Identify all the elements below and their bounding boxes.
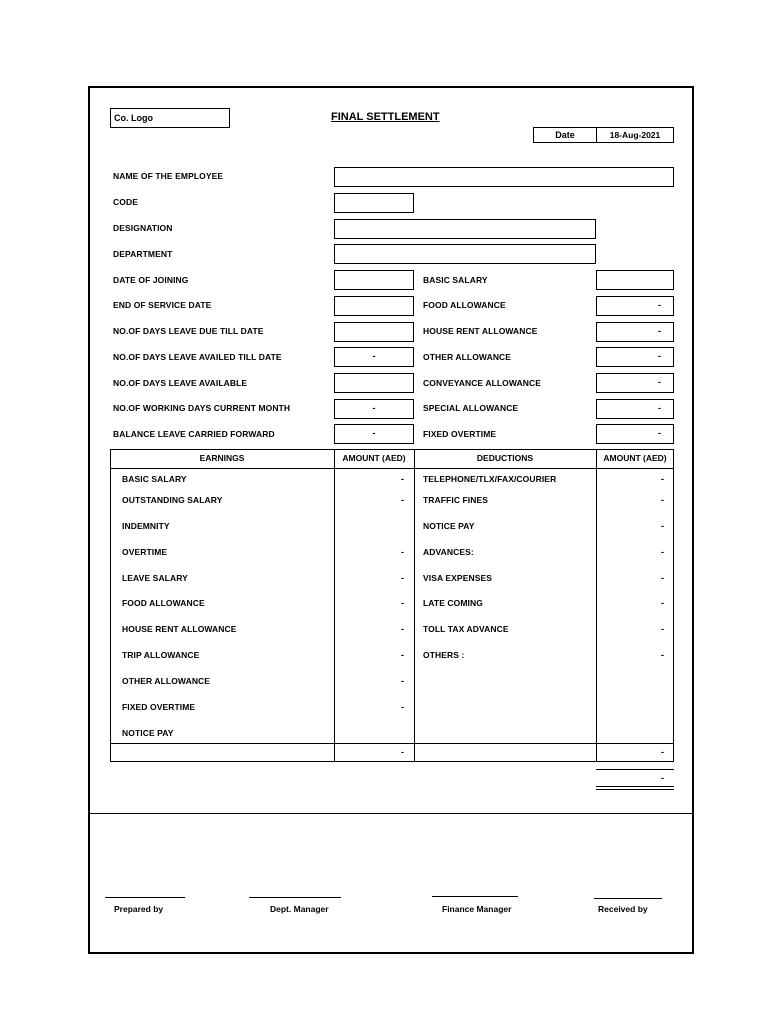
- earning-row-amount: -: [401, 474, 404, 484]
- working-days-label: NO.OF WORKING DAYS CURRENT MONTH: [113, 403, 291, 413]
- table-col-divider-2: [414, 449, 415, 762]
- earning-row-label: OUTSTANDING SALARY: [122, 495, 223, 505]
- special-allowance-label: SPECIAL ALLOWANCE: [423, 403, 519, 413]
- date-label: Date: [555, 130, 575, 140]
- house-rent-allowance-input[interactable]: -: [596, 322, 674, 342]
- working-days-input[interactable]: -: [334, 399, 414, 419]
- earning-row-label: INDEMNITY: [122, 521, 170, 531]
- finance-manager-label: Finance Manager: [442, 904, 512, 914]
- table-col-divider-1: [334, 449, 335, 762]
- earning-row-label: LEAVE SALARY: [122, 573, 188, 583]
- department-input[interactable]: [334, 244, 596, 264]
- date-label-box: [533, 127, 597, 143]
- leave-availed-label: NO.OF DAYS LEAVE AVAILED TILL DATE: [113, 352, 282, 362]
- earnings-amount-header: AMOUNT (AED): [342, 453, 406, 463]
- received-by-label: Received by: [598, 904, 648, 914]
- earning-row-amount: -: [401, 598, 404, 608]
- special-allowance-input[interactable]: -: [596, 399, 674, 419]
- earning-row-amount: -: [401, 547, 404, 557]
- date-value: 18-Aug-2021: [609, 130, 661, 140]
- table-col-divider-3: [596, 449, 597, 762]
- earnings-header: EARNINGS: [199, 453, 245, 463]
- earning-row-label: HOUSE RENT ALLOWANCE: [122, 624, 237, 634]
- dept-manager-signature-line[interactable]: [249, 897, 341, 898]
- earning-row-label: NOTICE PAY: [122, 728, 174, 738]
- earning-row-amount: -: [401, 573, 404, 583]
- designation-input[interactable]: [334, 219, 596, 239]
- deduction-row-label: TRAFFIC FINES: [423, 495, 489, 505]
- fixed-overtime-label: FIXED OVERTIME: [423, 429, 497, 439]
- fixed-overtime-input[interactable]: -: [596, 424, 674, 444]
- balance-leave-label: BALANCE LEAVE CARRIED FORWARD: [113, 429, 275, 439]
- table-header-divider: [110, 468, 674, 469]
- net-total-double-line-1: [596, 786, 674, 787]
- date-value-box[interactable]: [596, 127, 674, 143]
- company-logo-label: Co. Logo: [114, 113, 153, 123]
- earning-row-amount: -: [401, 624, 404, 634]
- company-logo-box: [110, 108, 230, 128]
- signature-section-divider: [89, 813, 693, 814]
- conveyance-allowance-label: CONVEYANCE ALLOWANCE: [423, 378, 542, 388]
- leave-availed-input[interactable]: -: [334, 347, 414, 367]
- designation-label: DESIGNATION: [113, 223, 173, 233]
- deduction-row-amount: -: [661, 474, 664, 484]
- basic-salary-label: BASIC SALARY: [423, 275, 488, 285]
- deduction-row-label: TOLL TAX ADVANCE: [423, 624, 509, 634]
- code-label: CODE: [113, 197, 138, 207]
- earning-row-label: TRIP ALLOWANCE: [122, 650, 200, 660]
- leave-due-label: NO.OF DAYS LEAVE DUE TILL DATE: [113, 326, 264, 336]
- basic-salary-input[interactable]: [596, 270, 674, 290]
- earning-row-label: BASIC SALARY: [122, 474, 187, 484]
- deduction-row-label: ADVANCES:: [423, 547, 474, 557]
- earning-row-amount: -: [401, 676, 404, 686]
- earnings-total: -: [401, 747, 404, 757]
- code-input[interactable]: [334, 193, 414, 213]
- prepared-by-label: Prepared by: [114, 904, 164, 914]
- leave-available-label: NO.OF DAYS LEAVE AVAILABLE: [113, 378, 248, 388]
- deduction-row-label: OTHERS :: [423, 650, 465, 660]
- page-title: FINAL SETTLEMENT: [331, 111, 440, 123]
- prepared-by-signature-line[interactable]: [105, 897, 185, 898]
- deduction-row-amount: -: [661, 624, 664, 634]
- deductions-total: -: [661, 747, 664, 757]
- deduction-row-amount: -: [661, 521, 664, 531]
- received-by-signature-line[interactable]: [594, 898, 662, 899]
- deduction-row-amount: -: [661, 650, 664, 660]
- earning-row-amount: -: [401, 495, 404, 505]
- table-total-divider: [110, 743, 674, 744]
- other-allowance-input[interactable]: -: [596, 347, 674, 367]
- deduction-row-label: TELEPHONE/TLX/FAX/COURIER: [423, 474, 557, 484]
- department-label: DEPARTMENT: [113, 249, 173, 259]
- name-input[interactable]: [334, 167, 674, 187]
- deductions-amount-header: AMOUNT (AED): [603, 453, 667, 463]
- deduction-row-amount: -: [661, 598, 664, 608]
- balance-leave-input[interactable]: -: [334, 424, 414, 444]
- deduction-row-amount: -: [661, 573, 664, 583]
- deduction-row-label: VISA EXPENSES: [423, 573, 493, 583]
- deduction-row-label: NOTICE PAY: [423, 521, 475, 531]
- deduction-row-amount: -: [661, 547, 664, 557]
- leave-due-input[interactable]: [334, 322, 414, 342]
- earning-row-label: OVERTIME: [122, 547, 168, 557]
- finance-manager-signature-line[interactable]: [432, 896, 518, 897]
- earning-row-amount: -: [401, 702, 404, 712]
- net-total-top-line: [596, 769, 674, 770]
- name-label: NAME OF THE EMPLOYEE: [113, 171, 224, 181]
- conveyance-allowance-input[interactable]: -: [596, 373, 674, 393]
- deductions-header: DEDUCTIONS: [476, 453, 534, 463]
- food-allowance-input[interactable]: -: [596, 296, 674, 316]
- net-total: -: [661, 773, 664, 783]
- date-of-joining-input[interactable]: [334, 270, 414, 290]
- other-allowance-label: OTHER ALLOWANCE: [423, 352, 512, 362]
- earning-row-label: FIXED OVERTIME: [122, 702, 196, 712]
- deduction-row-label: LATE COMING: [423, 598, 483, 608]
- dept-manager-label: Dept. Manager: [270, 904, 329, 914]
- earning-row-label: OTHER ALLOWANCE: [122, 676, 211, 686]
- end-of-service-input[interactable]: [334, 296, 414, 316]
- end-of-service-label: END OF SERVICE DATE: [113, 300, 212, 310]
- food-allowance-label: FOOD ALLOWANCE: [423, 300, 506, 310]
- deduction-row-amount: -: [661, 495, 664, 505]
- house-rent-allowance-label: HOUSE RENT ALLOWANCE: [423, 326, 538, 336]
- earning-row-amount: -: [401, 650, 404, 660]
- leave-available-input[interactable]: [334, 373, 414, 393]
- date-of-joining-label: DATE OF JOINING: [113, 275, 189, 285]
- earning-row-label: FOOD ALLOWANCE: [122, 598, 205, 608]
- net-total-double-line-2: [596, 789, 674, 790]
